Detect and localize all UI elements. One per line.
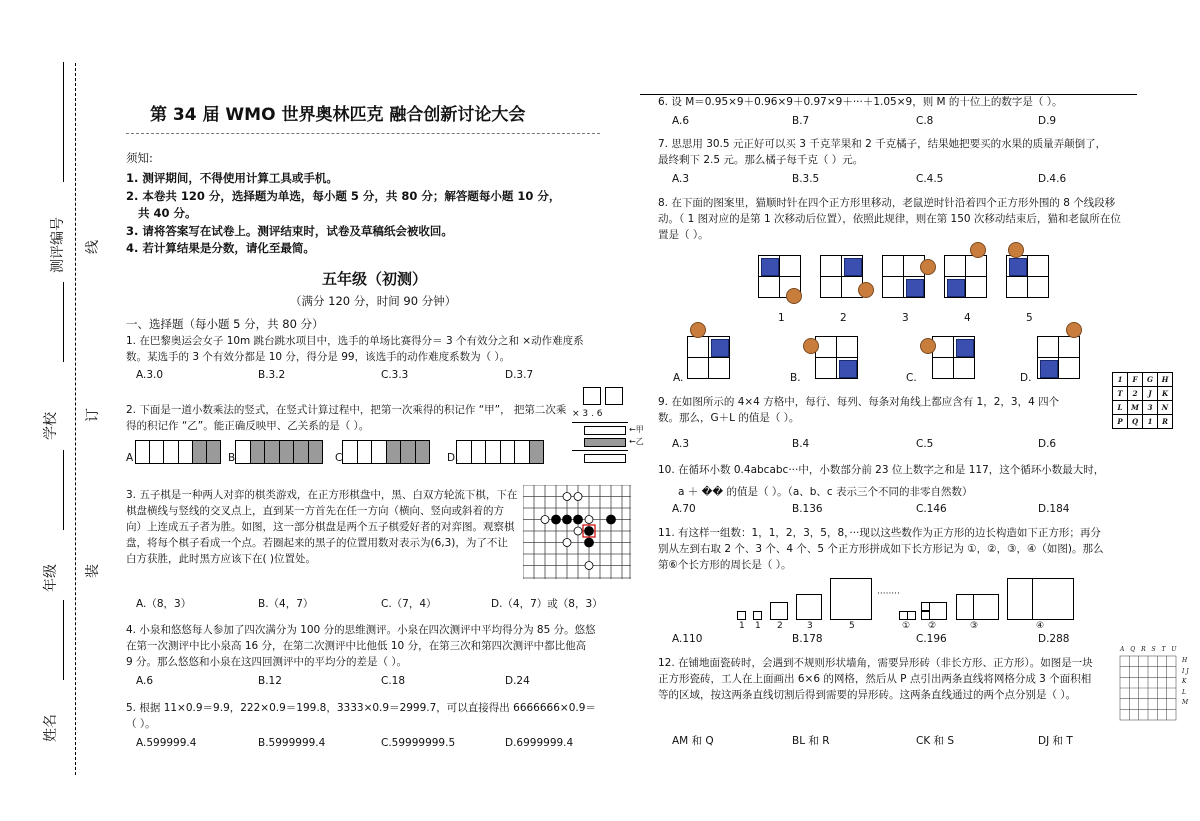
option: C bbox=[335, 452, 343, 464]
name-label: 姓名 bbox=[43, 714, 59, 742]
figure-number: 1 bbox=[778, 312, 785, 324]
grid-top-letters: A Q R S T U bbox=[1120, 646, 1179, 653]
question-12: 12. 在铺地面瓷砖时，会遇到不规则形状墙角，需要异形砖（非长方形、正方形）。如图是一块正方形瓷砖，工人在上面画出 6×6 的网格，然后从 P 点引出两条直线将网格分成 3 个面积相等的区域，按这两条直线切割后得到需要的异形砖。这两条直线通过的两个点分别是（ ）。 bbox=[658, 657, 1093, 701]
option: C.3.3 bbox=[381, 369, 409, 381]
figure-numbers bbox=[778, 312, 1078, 326]
option: A.3 bbox=[672, 173, 690, 185]
grade-label: 年级 bbox=[43, 564, 59, 592]
option: BL 和 R bbox=[792, 735, 830, 747]
grid-cell: 1 bbox=[1143, 415, 1158, 429]
jia-label: ←甲 bbox=[629, 425, 644, 434]
section-heading: 一、选择题（每小题 5 分，共 80 分） bbox=[126, 317, 324, 331]
notice-item: 4. 若计算结果是分数，请化至最简。 bbox=[126, 241, 315, 255]
rect-label: ③ bbox=[970, 621, 979, 631]
notice-item: 3. 请将答案写在试卷上。测评结束时，试卷及草稿纸会被收回。 bbox=[126, 224, 453, 238]
mouse-icon bbox=[920, 338, 936, 354]
rule bbox=[572, 422, 628, 423]
question-11: 11. 有这样一组数：1，1，2，3，5，8，···现以这些数作为正方形的边长构造如下正方形；再分别从左到右取 2 个、3 个、4 个、5 个正方形拼成如下长方形记为 ①，②，③，④（如图)。那么第⑥个长方形的周长是（ ）。 bbox=[658, 527, 1104, 571]
grid-cell: R bbox=[1158, 415, 1173, 429]
cat-icon bbox=[947, 279, 965, 297]
q4-options bbox=[126, 675, 596, 689]
school-label: 学校 bbox=[43, 412, 59, 440]
option: C.18 bbox=[381, 675, 406, 687]
option: B.3.2 bbox=[258, 369, 286, 381]
mouse-icon bbox=[858, 282, 874, 298]
option: B.178 bbox=[792, 633, 823, 645]
mouse-icon bbox=[690, 322, 706, 338]
q5-options bbox=[126, 737, 606, 751]
q10-options bbox=[672, 503, 1132, 517]
option: B. bbox=[790, 372, 801, 384]
grid-cell: N bbox=[1158, 401, 1173, 415]
mouse-icon bbox=[786, 288, 802, 304]
notice-item: 1. 测评期间，不得使用计算工具或手机。 bbox=[126, 171, 338, 185]
option: A.（8，3） bbox=[136, 598, 192, 610]
latin-square-grid bbox=[1112, 372, 1173, 429]
cat-icon bbox=[906, 279, 924, 297]
option: A.6 bbox=[672, 115, 690, 127]
question-5: 5. 根据 11×0.9＝9.9，222×0.9＝199.8，3333×0.9＝2999.7，可以直接得出 6666666×0.9＝（ ）。 bbox=[126, 702, 596, 730]
square-side-label: 1 bbox=[755, 621, 761, 631]
gomoku-board bbox=[523, 485, 631, 579]
binding-dashed-line bbox=[75, 63, 76, 775]
ding-char: 订 bbox=[85, 408, 101, 422]
mouse-icon bbox=[803, 338, 819, 354]
grid-cell: J bbox=[1143, 387, 1158, 401]
option: D.（4，7）或（8，3） bbox=[491, 598, 603, 610]
binding-line bbox=[63, 282, 64, 362]
option: B.（4，7） bbox=[258, 598, 314, 610]
grid-cell: P bbox=[1113, 415, 1128, 429]
mouse-icon bbox=[920, 259, 936, 275]
square-side-label: 5 bbox=[849, 621, 855, 631]
option: D.184 bbox=[1038, 503, 1070, 515]
mouse-icon bbox=[970, 242, 986, 258]
notice-item: 共 40 分。 bbox=[126, 206, 197, 220]
option: C.196 bbox=[916, 633, 947, 645]
q11-options bbox=[672, 633, 1132, 647]
digit-box bbox=[583, 387, 601, 405]
option: C.146 bbox=[916, 503, 947, 515]
option: C.（7，4） bbox=[381, 598, 437, 610]
figure-number: 2 bbox=[840, 312, 847, 324]
id-label: 测评编号 bbox=[50, 217, 66, 273]
option-b-bar bbox=[235, 440, 323, 464]
grid-cell: K bbox=[1158, 387, 1173, 401]
option: DJ 和 T bbox=[1038, 735, 1073, 747]
mouse-icon bbox=[1066, 322, 1082, 338]
figure-number: 4 bbox=[964, 312, 971, 324]
question-1: 1. 在巴黎奥运会女子 10m 跳台跳水项目中，选手的单场比赛得分＝ 3 个有效分之和 ×动作难度系数。某选手的 3 个有效分都是 10 分，得分是 99，该选手的动作难度系数为（ ）。 bbox=[126, 335, 584, 363]
figure-number: 5 bbox=[1026, 312, 1033, 324]
grid-cell: F bbox=[1128, 373, 1143, 387]
q8-options bbox=[673, 372, 1073, 386]
grid-cell: L bbox=[1113, 401, 1128, 415]
cat-icon bbox=[956, 339, 974, 357]
option: B bbox=[228, 452, 236, 464]
jia-bar bbox=[584, 426, 626, 435]
score-info: （满分 120 分，时间 90 分钟） bbox=[290, 294, 457, 308]
option: D. bbox=[1020, 372, 1032, 384]
binding-line bbox=[63, 450, 64, 530]
rect-label: ④ bbox=[1036, 621, 1045, 631]
option: AM 和 Q bbox=[672, 735, 714, 747]
multiplier: × 3 . 6 bbox=[572, 409, 603, 419]
option: B.12 bbox=[258, 675, 282, 687]
q6-options bbox=[672, 115, 1132, 129]
option: C.59999999.5 bbox=[381, 737, 456, 749]
question-6: 6. 设 M＝0.95×9＋0.96×9＋0.97×9＋···＋1.05×9，则 M 的十位上的数字是（ ）。 bbox=[658, 96, 1063, 108]
question-4: 4. 小泉和悠悠每人参加了四次满分为 100 分的思维测评。小泉在四次测评中平均得分为 85 分。悠悠在第一次测评中比小泉高 16 分，在第二次测评中比他低 10 分，在第三次和第四次测评中都比他高 9 分。那么悠悠和小泉在这四回测评中的平均分的差是（ ）。 bbox=[126, 624, 596, 668]
grid-cell: 2 bbox=[1128, 387, 1143, 401]
option: D.9 bbox=[1038, 115, 1057, 127]
cat-icon bbox=[844, 258, 862, 276]
question-10: 10. 在循环小数 0.4abcabc···中，小数部分前 23 位上数字之和是 117，这个循环小数最大时， bbox=[658, 464, 1105, 476]
option: A.110 bbox=[672, 633, 703, 645]
grid-cell: M bbox=[1128, 401, 1143, 415]
option: A.3.0 bbox=[136, 369, 164, 381]
option: C. bbox=[906, 372, 917, 384]
result-bar bbox=[584, 454, 626, 463]
option: B.136 bbox=[792, 503, 823, 515]
rect-label: ② bbox=[928, 621, 937, 631]
title-divider bbox=[126, 133, 600, 134]
option: D.3.7 bbox=[505, 369, 534, 381]
option: CK 和 S bbox=[916, 735, 955, 747]
option: A.70 bbox=[672, 503, 696, 515]
digit-box bbox=[605, 387, 623, 405]
option: B.3.5 bbox=[792, 173, 820, 185]
grid-cell: T bbox=[1113, 387, 1128, 401]
grid-cell: 3 bbox=[1143, 401, 1158, 415]
yi-bar bbox=[584, 438, 626, 447]
notice-heading: 须知: bbox=[126, 151, 153, 165]
option-d-bar bbox=[456, 440, 544, 464]
option: A.599999.4 bbox=[136, 737, 197, 749]
option: B.4 bbox=[792, 438, 810, 450]
option: D.288 bbox=[1038, 633, 1070, 645]
option: D.6 bbox=[1038, 438, 1057, 450]
grid-cell: Q bbox=[1128, 415, 1143, 429]
option: D.4.6 bbox=[1038, 173, 1067, 185]
q12-options bbox=[672, 733, 1132, 747]
option: A. bbox=[673, 372, 684, 384]
question-3: 3. 五子棋是一种两人对弈的棋类游戏，在正方形棋盘中，黑、白双方轮流下棋，下在棋盘横线与竖线的交叉点上，直到某一方首先在任一方向（横向、竖向或斜着的方向）上连成五子者为胜。如图，这一部分棋盘是两个五子棋爱好者的对弈图。观察棋盘，将每个棋子看成一个点。若圈起来的黑子的位置用数对表示为(6,3)，为了不让白方获胜，此时黑方应该下在( )位置处。 bbox=[126, 489, 518, 565]
binding-line bbox=[63, 600, 64, 680]
option: C.5 bbox=[916, 438, 934, 450]
option: C.4.5 bbox=[916, 173, 944, 185]
q7-options bbox=[672, 173, 1132, 187]
question-8: 8. 在下面的图案里，猫顺时针在四个正方形里移动，老鼠逆时针沿着四个正方形外围的 8 个线段移动。（ 1 图对应的是第 1 次移动后位置），依照此规律，则在第 150 次移动结束后，猫和老鼠所在位置是（ ）。 bbox=[658, 197, 1121, 241]
mouse-icon bbox=[1008, 242, 1024, 258]
question-7: 7. 思思用 30.5 元正好可以买 3 千克苹果和 2 千克橘子，结果她把要买的水果的质量弄颠倒了，最终剩下 2.5 元。那么橘子每千克（ ）元。 bbox=[658, 138, 1107, 166]
question-10-line2: a ＋ �� 的值是（ ）。（a、b、c 表示三个不同的非零自然数） bbox=[678, 486, 973, 498]
exam-title: 第 34 届 WMO 世界奥林匹克 融合创新讨论大会 bbox=[150, 105, 526, 125]
ellipsis: ········ bbox=[877, 589, 900, 599]
option: A.3 bbox=[672, 438, 690, 450]
cat-icon bbox=[711, 339, 729, 357]
option: B.7 bbox=[792, 115, 810, 127]
notice-item: 2. 本卷共 120 分，选择题为单选，每小题 5 分，共 80 分；解答题每小题 10 分， bbox=[126, 189, 561, 203]
yi-label: ←乙 bbox=[629, 437, 644, 446]
option-c-bar bbox=[342, 440, 430, 464]
grade-heading: 五年级（初测） bbox=[322, 270, 428, 288]
option-a-bar bbox=[135, 440, 221, 464]
option: A bbox=[126, 452, 134, 464]
figure-number: 3 bbox=[902, 312, 909, 324]
rule bbox=[572, 450, 628, 451]
question-2: 2. 下面是一道小数乘法的竖式，在竖式计算过程中，把第一次乘得的积记作 “甲”， 把第二次乘得的积记作 “乙”。能正确反映甲、乙关系的是（ ）。 bbox=[126, 404, 567, 432]
q9-options bbox=[672, 438, 1132, 452]
cat-icon bbox=[761, 258, 779, 276]
square-side-label: 2 bbox=[777, 621, 783, 631]
grid-right-letters: H I J K L M bbox=[1182, 657, 1189, 706]
option: B.5999999.4 bbox=[258, 737, 326, 749]
grid-cell: H bbox=[1158, 373, 1173, 387]
q3-options bbox=[126, 596, 606, 610]
binding-margin bbox=[0, 0, 100, 821]
grid-cell: G bbox=[1143, 373, 1158, 387]
cat-icon bbox=[1009, 258, 1027, 276]
square-side-label: 1 bbox=[739, 621, 745, 631]
zhuang-char: 装 bbox=[85, 564, 101, 578]
tile-grid bbox=[1118, 654, 1182, 722]
binding-line bbox=[63, 62, 64, 182]
q1-options bbox=[126, 369, 596, 383]
option: D.24 bbox=[505, 675, 530, 687]
line-char: 线 bbox=[85, 240, 101, 254]
square-side-label: 3 bbox=[807, 621, 813, 631]
grid-cell: 1 bbox=[1113, 373, 1128, 387]
option: D. bbox=[447, 452, 459, 464]
rect-label: ① bbox=[902, 621, 911, 631]
question-9: 9. 在如图所示的 4×4 方格中，每行、每列、每条对角线上都应含有 1，2，3，4 四个数。那么，G＋L 的值是（ ）。 bbox=[658, 396, 1060, 424]
option: C.8 bbox=[916, 115, 934, 127]
option: D.6999999.4 bbox=[505, 737, 574, 749]
option: A.6 bbox=[136, 675, 154, 687]
